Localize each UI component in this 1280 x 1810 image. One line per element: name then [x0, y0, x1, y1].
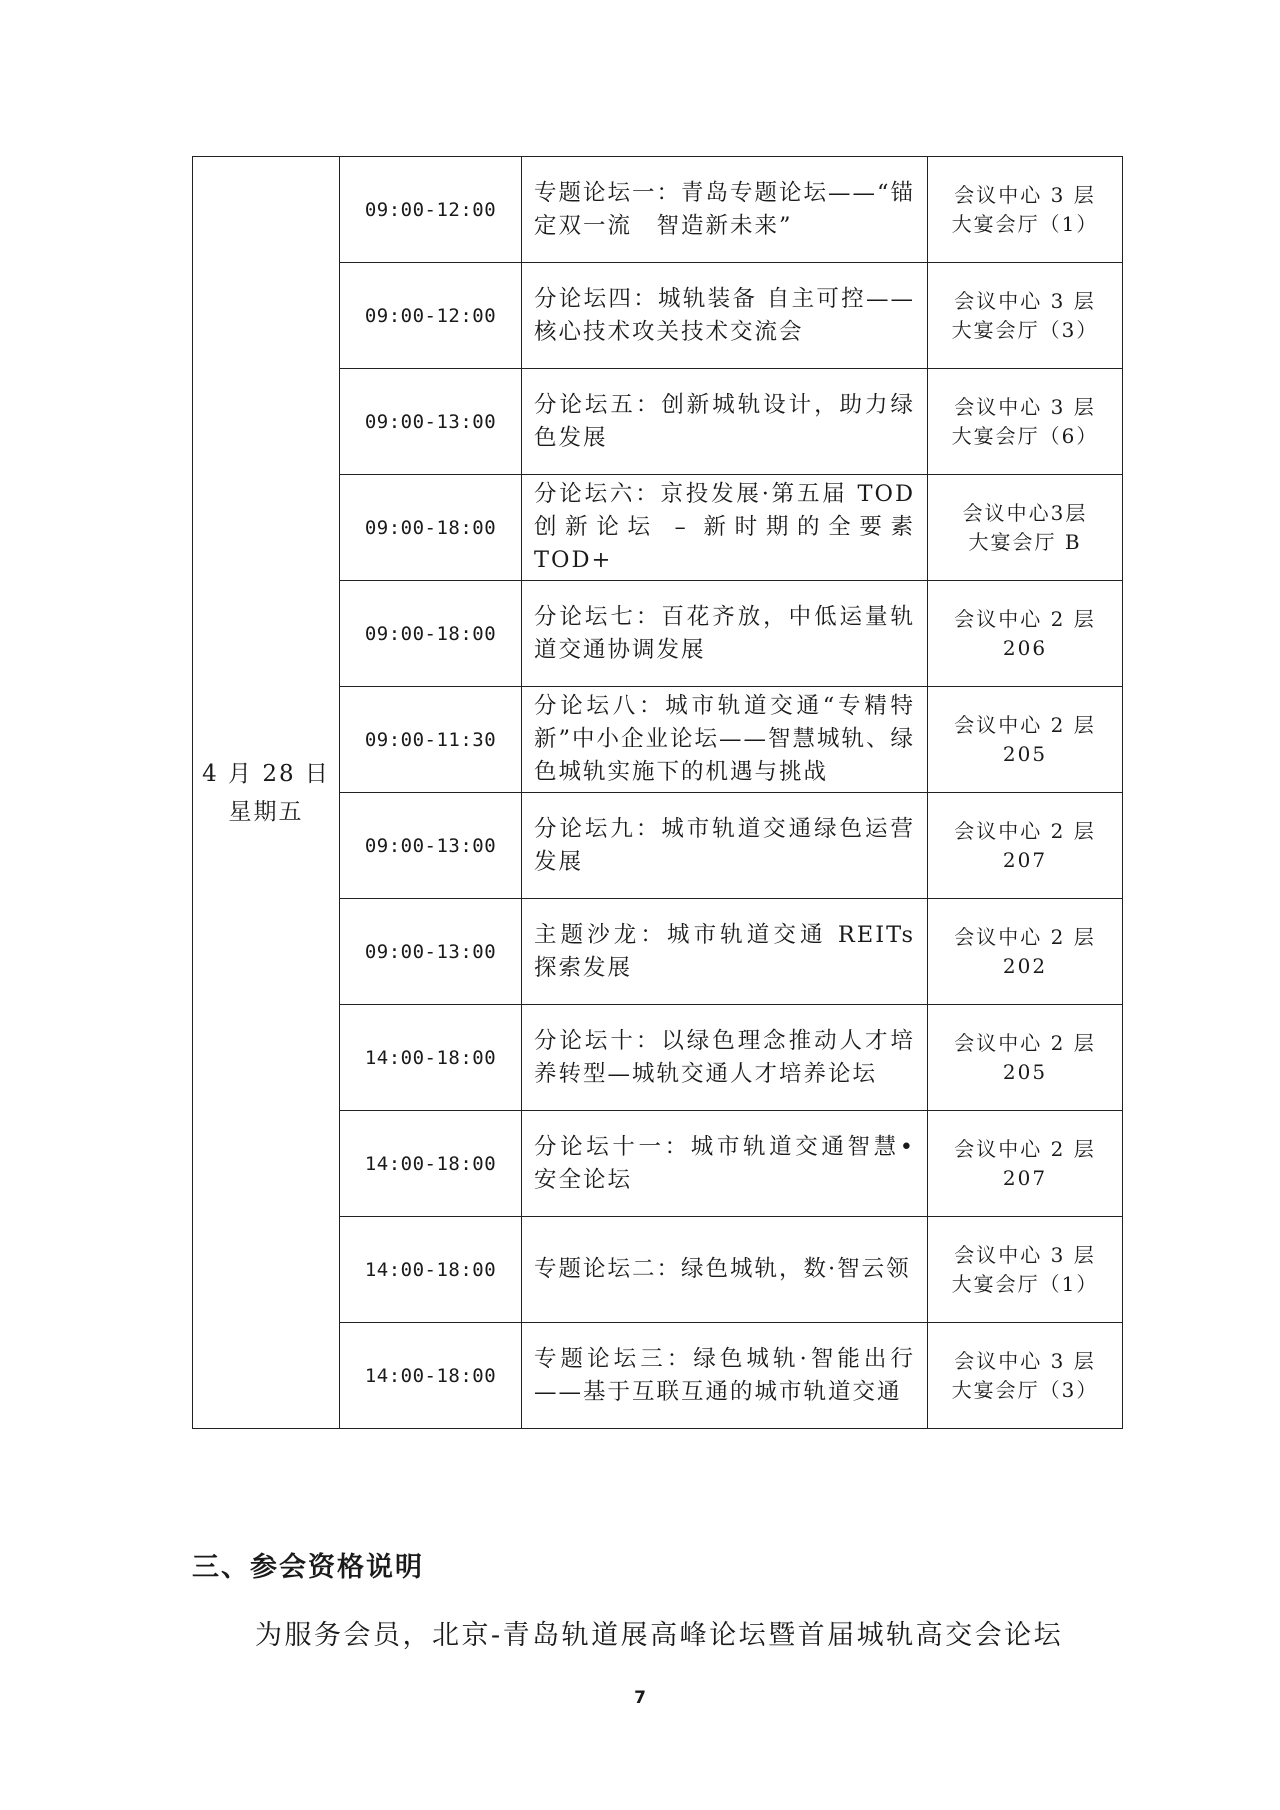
- topic-cell: 分论坛四：城轨装备 自主可控——核心技术攻关技术交流会: [522, 263, 928, 369]
- venue-cell: [928, 157, 1123, 263]
- date-line: 4 月 28 日: [202, 760, 330, 787]
- venue-building: 会议中心 3 层: [954, 394, 1096, 419]
- time-cell: 14:00-18:00: [340, 1217, 522, 1323]
- time-cell: 09:00-18:00: [340, 475, 522, 581]
- topic-cell: 主题沙龙：城市轨道交通 REITs 探索发展: [522, 899, 928, 1005]
- date-cell: [193, 157, 340, 1429]
- venue-cell: [928, 369, 1123, 475]
- venue-building: 会议中心3层: [962, 500, 1088, 525]
- venue-building: 会议中心 3 层: [954, 288, 1096, 313]
- section-body-text: 为服务会员，北京-青岛轨道展高峰论坛暨首届城轨高交会论坛: [255, 1620, 1064, 1651]
- time-cell: 14:00-18:00: [340, 1005, 522, 1111]
- venue-room: 207: [1002, 1165, 1048, 1190]
- venue-cell: [928, 899, 1123, 1005]
- time-cell: 09:00-13:00: [340, 793, 522, 899]
- venue-building: 会议中心 3 层: [954, 1242, 1096, 1267]
- venue-building: 会议中心 2 层: [954, 1030, 1096, 1055]
- venue-room: 207: [1002, 847, 1048, 872]
- topic-cell: 专题论坛二：绿色城轨，数·智云领: [522, 1217, 928, 1323]
- venue-building: 会议中心 2 层: [954, 712, 1096, 737]
- weekday-line: 星期五: [228, 798, 304, 825]
- time-cell: 09:00-13:00: [340, 369, 522, 475]
- venue-building: 会议中心 2 层: [954, 1136, 1096, 1161]
- topic-cell: 分论坛六：京投发展·第五届 TOD 创新论坛 – 新时期的全要素 TOD+: [522, 475, 928, 581]
- venue-room: 205: [1002, 1059, 1048, 1084]
- venue-room: 206: [1002, 635, 1048, 660]
- venue-building: 会议中心 2 层: [954, 818, 1096, 843]
- table-row: [193, 157, 1123, 263]
- topic-cell: 分论坛十：以绿色理念推动人才培养转型—城轨交通人才培养论坛: [522, 1005, 928, 1111]
- venue-room: 大宴会厅 B: [968, 529, 1082, 554]
- venue-cell: [928, 581, 1123, 687]
- venue-room: 大宴会厅（1）: [951, 1271, 1099, 1296]
- topic-cell: 分论坛十一：城市轨道交通智慧•安全论坛: [522, 1111, 928, 1217]
- venue-building: 会议中心 3 层: [954, 182, 1096, 207]
- venue-room: 大宴会厅（3）: [951, 317, 1099, 342]
- topic-cell: 分论坛九：城市轨道交通绿色运营发展: [522, 793, 928, 899]
- venue-building: 会议中心 2 层: [954, 924, 1096, 949]
- schedule-table: [192, 156, 1123, 1429]
- venue-cell: [928, 687, 1123, 793]
- time-cell: 09:00-13:00: [340, 899, 522, 1005]
- topic-cell: 分论坛五：创新城轨设计，助力绿色发展: [522, 369, 928, 475]
- venue-room: 大宴会厅（3）: [951, 1377, 1099, 1402]
- venue-cell: [928, 1111, 1123, 1217]
- venue-building: 会议中心 2 层: [954, 606, 1096, 631]
- time-cell: 14:00-18:00: [340, 1111, 522, 1217]
- schedule-body: [193, 157, 1123, 1429]
- time-cell: 09:00-18:00: [340, 581, 522, 687]
- venue-room: 205: [1002, 741, 1048, 766]
- topic-cell: 分论坛七：百花齐放，中低运量轨道交通协调发展: [522, 581, 928, 687]
- venue-cell: [928, 475, 1123, 581]
- venue-building: 会议中心 3 层: [954, 1348, 1096, 1373]
- venue-cell: [928, 263, 1123, 369]
- topic-cell: 专题论坛三：绿色城轨·智能出行——基于互联互通的城市轨道交通: [522, 1323, 928, 1429]
- venue-cell: [928, 1323, 1123, 1429]
- venue-room: 202: [1002, 953, 1048, 978]
- venue-cell: [928, 1217, 1123, 1323]
- time-cell: 09:00-12:00: [340, 263, 522, 369]
- topic-cell: 分论坛八：城市轨道交通“专精特新”中小企业论坛——智慧城轨、绿色城轨实施下的机遇与挑战: [522, 687, 928, 793]
- venue-room: 大宴会厅（6）: [951, 423, 1099, 448]
- time-cell: 09:00-12:00: [340, 157, 522, 263]
- topic-cell: 专题论坛一：青岛专题论坛——“锚定双一流 智造新未来”: [522, 157, 928, 263]
- venue-cell: [928, 1005, 1123, 1111]
- section-heading: 三、参会资格说明: [192, 1552, 424, 1583]
- page-number: 7: [634, 1688, 646, 1708]
- venue-cell: [928, 793, 1123, 899]
- venue-room: 大宴会厅（1）: [951, 211, 1099, 236]
- time-cell: 09:00-11:30: [340, 687, 522, 793]
- time-cell: 14:00-18:00: [340, 1323, 522, 1429]
